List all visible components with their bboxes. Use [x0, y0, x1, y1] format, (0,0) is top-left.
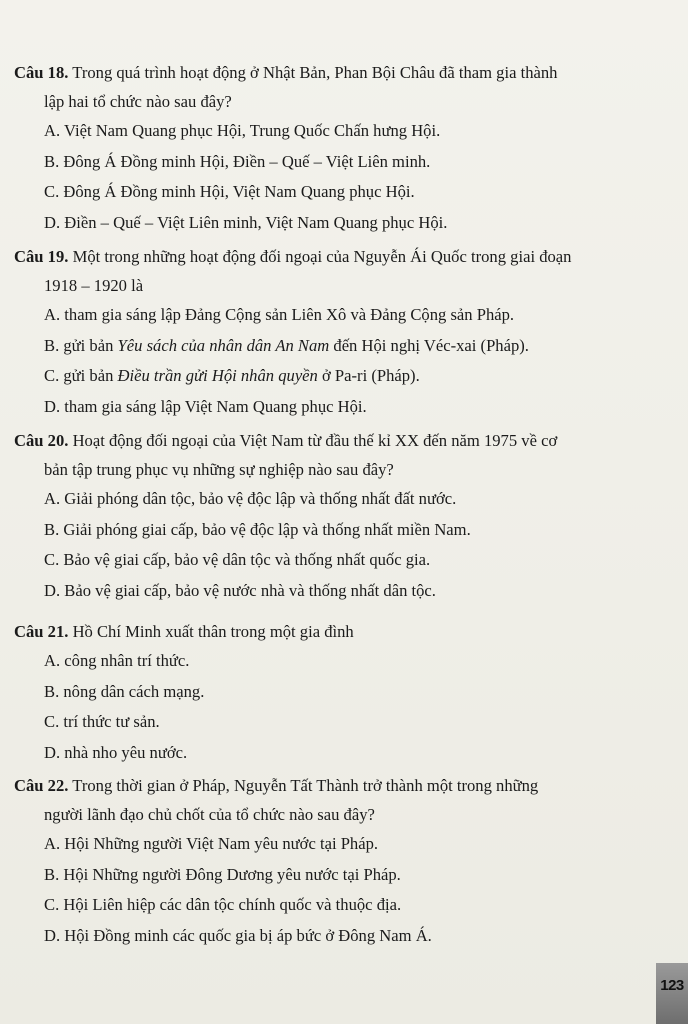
- option-a: A. Giải phóng dân tộc, bảo vệ độc lập và thống nhất đất nước.: [44, 489, 457, 508]
- option-d: D. nhà nho yêu nước.: [44, 742, 188, 762]
- option-c-prefix: C. gửi bản: [44, 366, 118, 385]
- question-number: Câu 22.: [14, 776, 69, 795]
- option-b: B. Đông Á Đồng minh Hội, Điền – Quế – Việt Liên minh.: [44, 151, 431, 171]
- option-c: C. Hội Liên hiệp các dân tộc chính quốc và thuộc địa.: [44, 895, 402, 914]
- option-a: A. công nhân trí thức.: [44, 651, 190, 670]
- question-number: Câu 19.: [14, 247, 69, 266]
- question-stem: [14, 58, 626, 116]
- question-text-continued: lập hai tổ chức nào sau đây?: [44, 92, 232, 111]
- option-a: A. tham gia sáng lập Đảng Cộng sản Liên Xô và Đảng Cộng sản Pháp.: [44, 305, 515, 324]
- question-text: Trong thời gian ở Pháp, Nguyễn Tất Thành trở thành một trong những: [72, 776, 539, 795]
- question-text: Hồ Chí Minh xuất thân trong một gia đình: [72, 622, 354, 641]
- question-number: Câu 18.: [14, 63, 69, 82]
- question-stem: [14, 617, 626, 646]
- question-text-continued: bản tập trung phục vụ những sự nghiệp nào sau đây?: [44, 460, 394, 479]
- option-b: B. nông dân cách mạng.: [44, 681, 205, 701]
- option-d: D. Điền – Quế – Việt Liên minh, Việt Nam Quang phục Hội.: [44, 212, 448, 232]
- question-21: [14, 617, 626, 768]
- option-b-suffix: đến Hội nghị Véc-xai (Pháp).: [329, 335, 529, 355]
- question-22: [14, 771, 626, 951]
- option-d: D. Bảo vệ giai cấp, bảo vệ nước nhà và thống nhất dân tộc.: [44, 580, 436, 600]
- option-d: D. Hội Đồng minh các quốc gia bị áp bức ở Đông Nam Á.: [44, 925, 432, 945]
- option-c-title: Điều trần gửi Hội nhân quyền: [117, 366, 318, 385]
- option-c-suffix: ở Pa-ri (Pháp).: [317, 366, 420, 385]
- question-text-continued: 1918 – 1920 là: [44, 276, 144, 295]
- page-number: 123: [656, 963, 688, 1024]
- option-c: C. Bảo vệ giai cấp, bảo vệ dân tộc và thống nhất quốc gia.: [44, 550, 431, 569]
- question-text: Trong quá trình hoạt động ở Nhật Bản, Phan Bội Châu đã tham gia thành: [72, 63, 558, 82]
- question-number: Câu 20.: [14, 431, 69, 450]
- question-20: [14, 426, 626, 606]
- option-a: A. Hội Những người Việt Nam yêu nước tại Pháp.: [44, 834, 379, 853]
- option-b-title: Yêu sách của nhân dân An Nam: [117, 335, 330, 355]
- option-c: C. Đông Á Đồng minh Hội, Việt Nam Quang phục Hội.: [44, 182, 415, 201]
- question-text: Hoạt động đối ngoại của Việt Nam từ đầu thế kỉ XX đến năm 1975 về cơ: [72, 431, 558, 450]
- question-19: [14, 242, 626, 422]
- option-b-prefix: B. gửi bản: [44, 335, 118, 355]
- option-c: [14, 361, 626, 392]
- question-stem: [14, 771, 626, 829]
- option-b: B. Giải phóng giai cấp, bảo vệ độc lập và thống nhất miền Nam.: [44, 519, 471, 539]
- option-b: B. Hội Những người Đông Dương yêu nước tại Pháp.: [44, 864, 401, 884]
- question-text-continued: người lãnh đạo chủ chốt của tổ chức nào sau đây?: [44, 805, 375, 824]
- option-a: A. Việt Nam Quang phục Hội, Trung Quốc Chấn hưng Hội.: [44, 121, 441, 140]
- question-number: Câu 21.: [14, 622, 69, 641]
- option-b: [14, 331, 626, 362]
- question-stem: [14, 242, 626, 300]
- question-stem: [14, 426, 626, 484]
- option-c: C. trí thức tư sản.: [44, 712, 160, 731]
- question-text: Một trong những hoạt động đối ngoại của Nguyễn Ái Quốc trong giai đoạn: [72, 247, 572, 266]
- option-d: D. tham gia sáng lập Việt Nam Quang phục Hội.: [44, 396, 367, 416]
- question-18: [14, 58, 626, 238]
